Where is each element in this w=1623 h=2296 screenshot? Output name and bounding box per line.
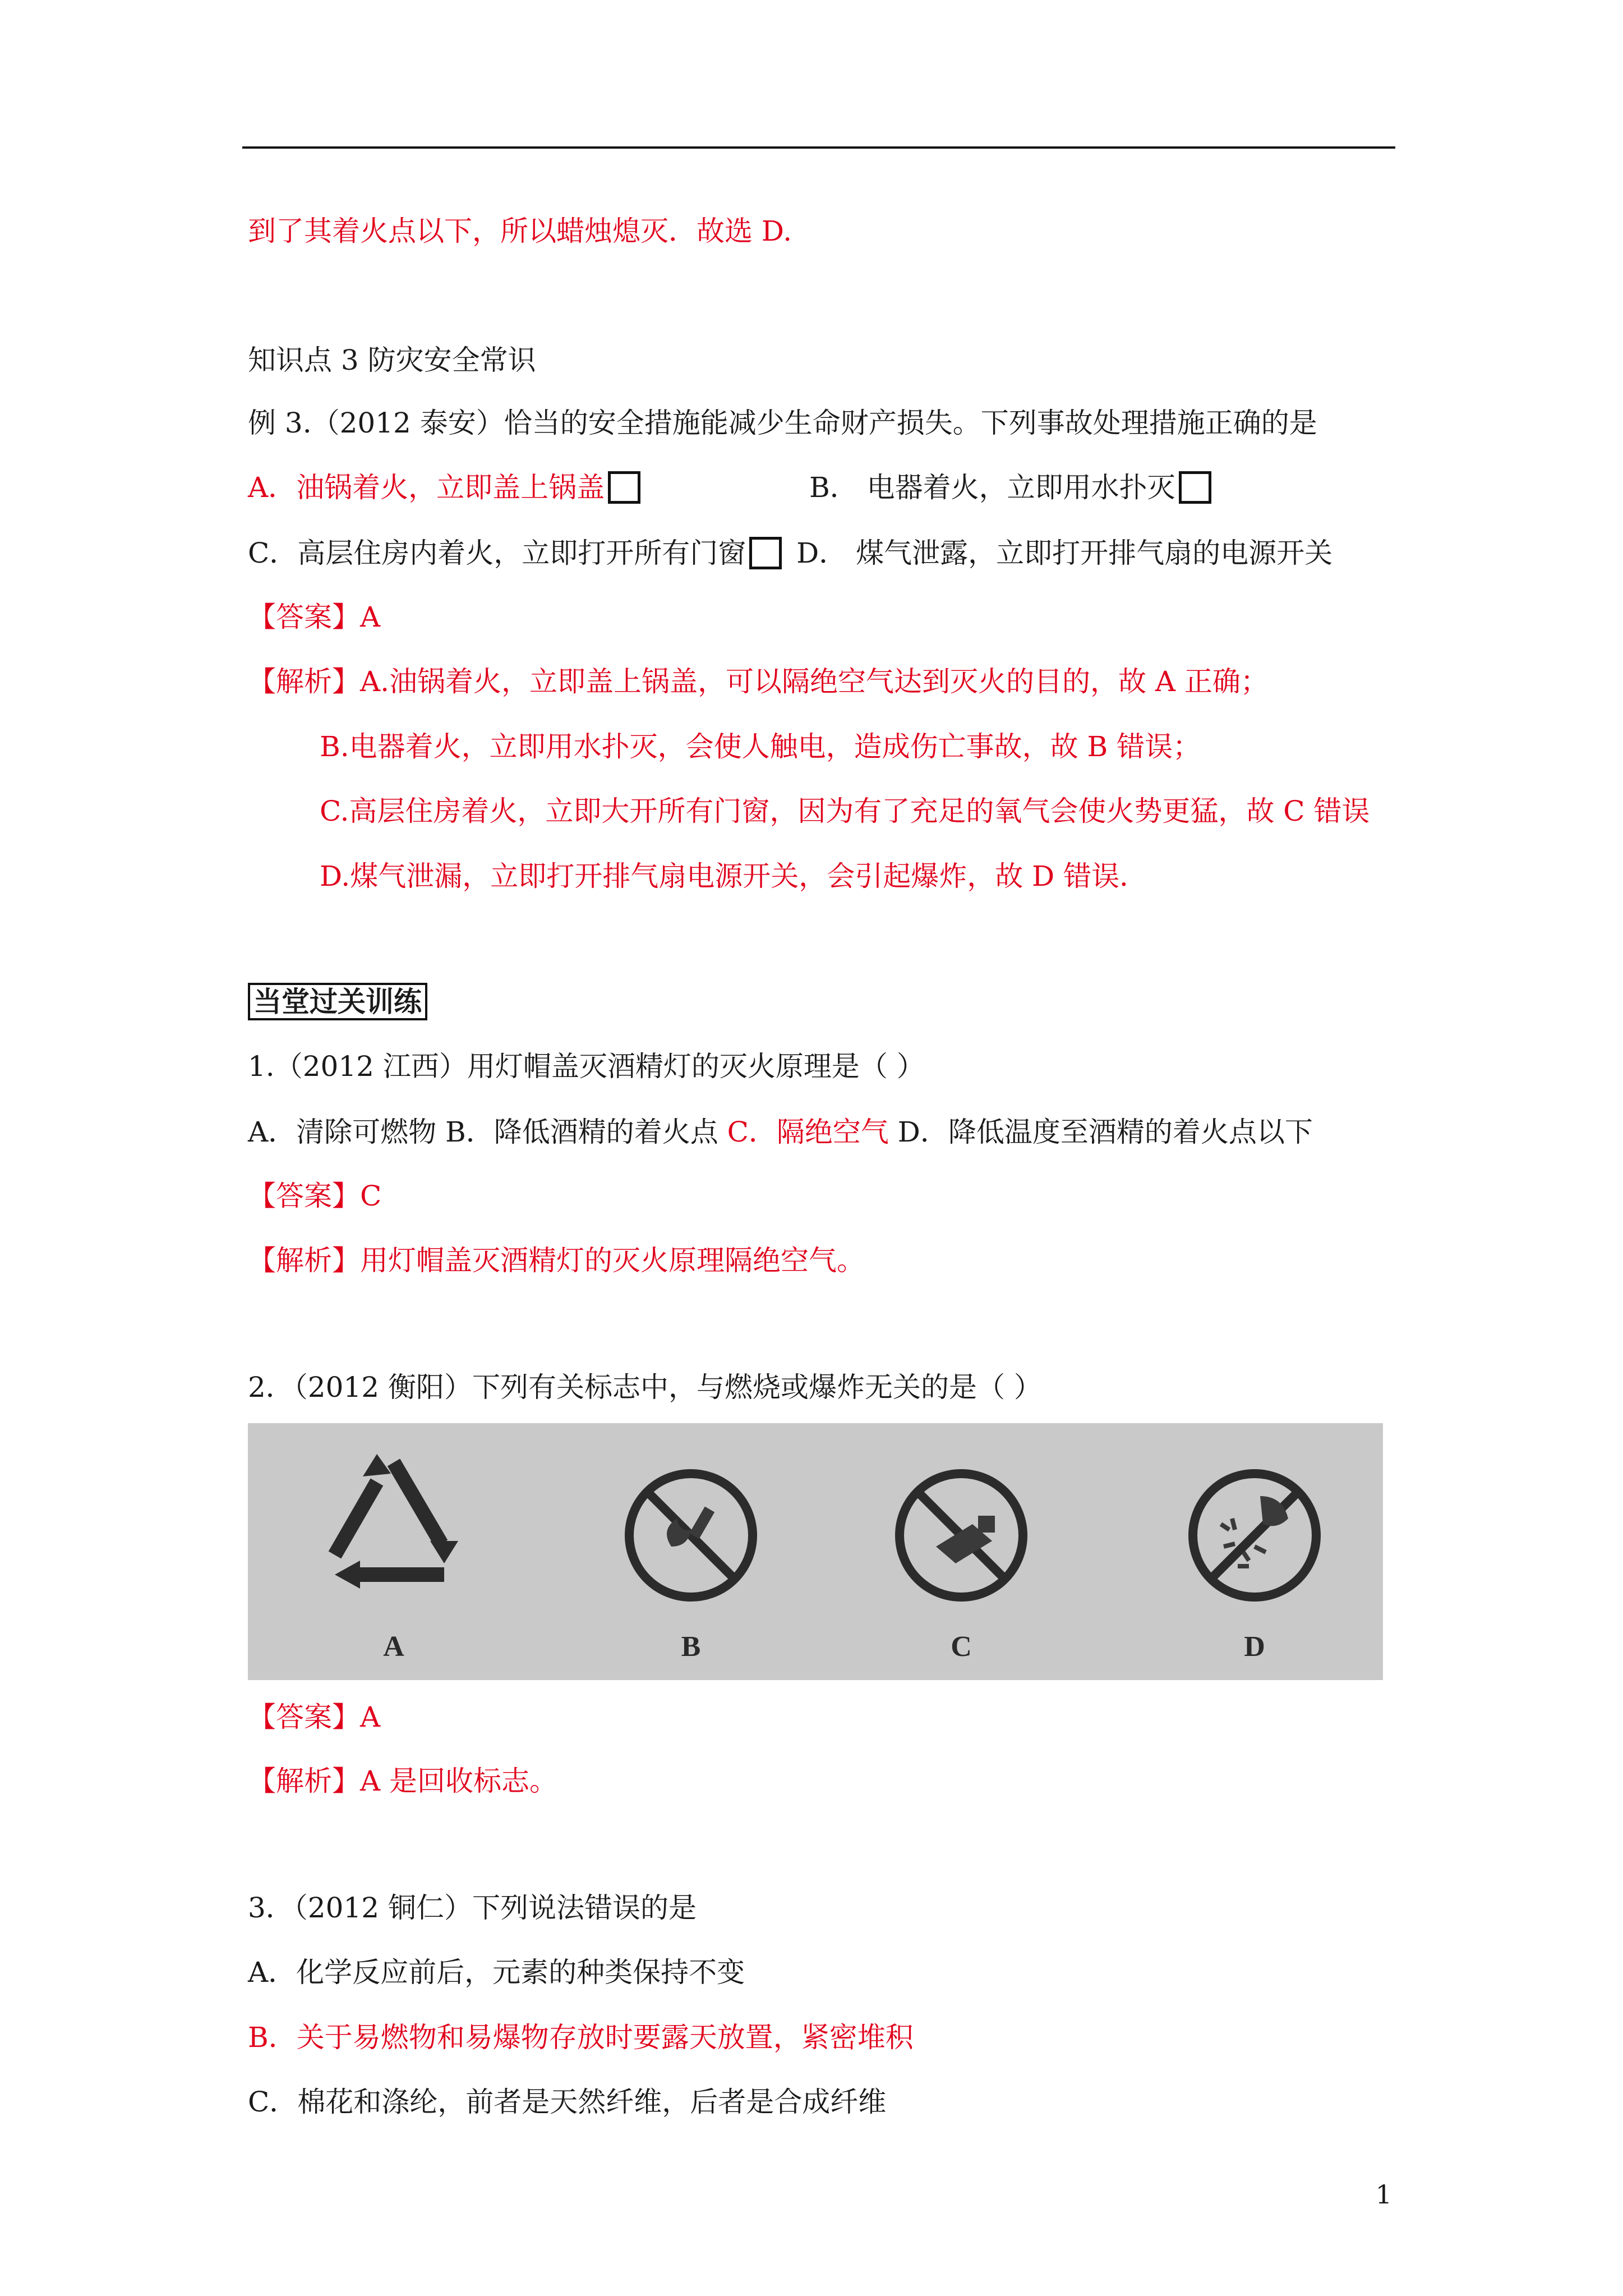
q1-option-c: C．隔绝空气 [727, 1116, 889, 1148]
option-c: C．高层住房内着火，立即打开所有门窗 [248, 537, 746, 569]
sign-c [860, 1423, 1062, 1680]
answer-box [1179, 471, 1211, 504]
sign-d [1154, 1423, 1355, 1680]
example-3-explanation-3: C.高层住房着火，立即大开所有门窗，因为有了充足的氧气会使火势更猛，故 C 错误 [320, 795, 1370, 827]
answer-box [749, 537, 782, 569]
page-number: 1 [1375, 2179, 1392, 2210]
question-2: 2．（2012 衡阳）下列有关标志中，与燃烧或爆炸无关的是（ ） [248, 1371, 1042, 1404]
example-3-explanation-2: B.电器着火，立即用水扑灭，会使人触电，造成伤亡事故，故 B 错误； [320, 730, 1201, 763]
example-3-question: 例 3.（2012 泰安）恰当的安全措施能减少生命财产损失。下列事故处理措施正确的是 [248, 407, 1317, 439]
option-d: D． 煤气泄露，立即打开排气扇的电源开关 [796, 537, 1333, 569]
q1-option-d: D．降低温度至酒精的着火点以下 [888, 1116, 1313, 1148]
question-1-options [248, 1112, 1313, 1152]
header-rule [242, 146, 1395, 149]
question-3-option-a: A．化学反应前后，元素的种类保持不变 [248, 1956, 745, 1989]
safety-signs-figure [248, 1423, 1383, 1680]
section-heading [248, 982, 427, 1022]
question-3-option-c: C．棉花和涤纶，前者是天然纤维，后者是合成纤维 [248, 2086, 887, 2118]
sign-b-label: B [681, 1631, 701, 1663]
no-firecrackers-icon [1182, 1462, 1327, 1608]
sign-c-label: C [951, 1631, 972, 1663]
sign-d-label: D [1244, 1631, 1265, 1663]
knowledge-point-heading: 知识点 3 防灾安全常识 [248, 344, 536, 376]
sign-a-label: A [383, 1631, 404, 1663]
sign-a [293, 1423, 495, 1680]
example-3-explanation-1: 【解析】A.油锅着火，立即盖上锅盖，可以隔绝空气达到灭火的目的，故 A 正确； [248, 665, 1269, 698]
question-3: 3．（2012 铜仁）下列说法错误的是 [248, 1892, 697, 1924]
sign-b [590, 1423, 792, 1680]
question-1: 1.（2012 江西）用灯帽盖灭酒精灯的灭火原理是（ ） [248, 1050, 925, 1083]
q1-options-ab: A．清除可燃物 B．降低酒精的着火点 [248, 1116, 727, 1148]
no-smoking-icon [618, 1462, 764, 1608]
question-1-answer: 【答案】C [248, 1180, 382, 1212]
example-3-options-ab [248, 468, 640, 507]
example-3-answer: 【答案】A [248, 601, 381, 633]
no-fireworks-icon [888, 1462, 1034, 1608]
option-b: B． 电器着火，立即用水扑灭 [809, 471, 1175, 504]
prev-explanation-tail: 到了其着火点以下，所以蜡烛熄灭．故选 D. [248, 215, 792, 247]
question-3-option-b: B．关于易燃物和易爆物存放时要露天放置，紧密堆积 [248, 2021, 914, 2054]
question-2-answer: 【答案】A [248, 1701, 381, 1733]
answer-box [608, 471, 640, 504]
question-1-explanation: 【解析】用灯帽盖灭酒精灯的灭火原理隔绝空气。 [248, 1244, 865, 1277]
option-a: A．油锅着火，立即盖上锅盖 [248, 471, 605, 504]
example-3-option-b [809, 468, 1211, 507]
recycle-icon [310, 1446, 478, 1625]
example-3-options-cd [248, 533, 1332, 573]
example-3-explanation-4: D.煤气泄漏，立即打开排气扇电源开关，会引起爆炸，故 D 错误． [320, 860, 1148, 892]
section-title: 当堂过关训练 [248, 983, 427, 1020]
question-2-explanation: 【解析】A 是回收标志。 [248, 1765, 558, 1797]
